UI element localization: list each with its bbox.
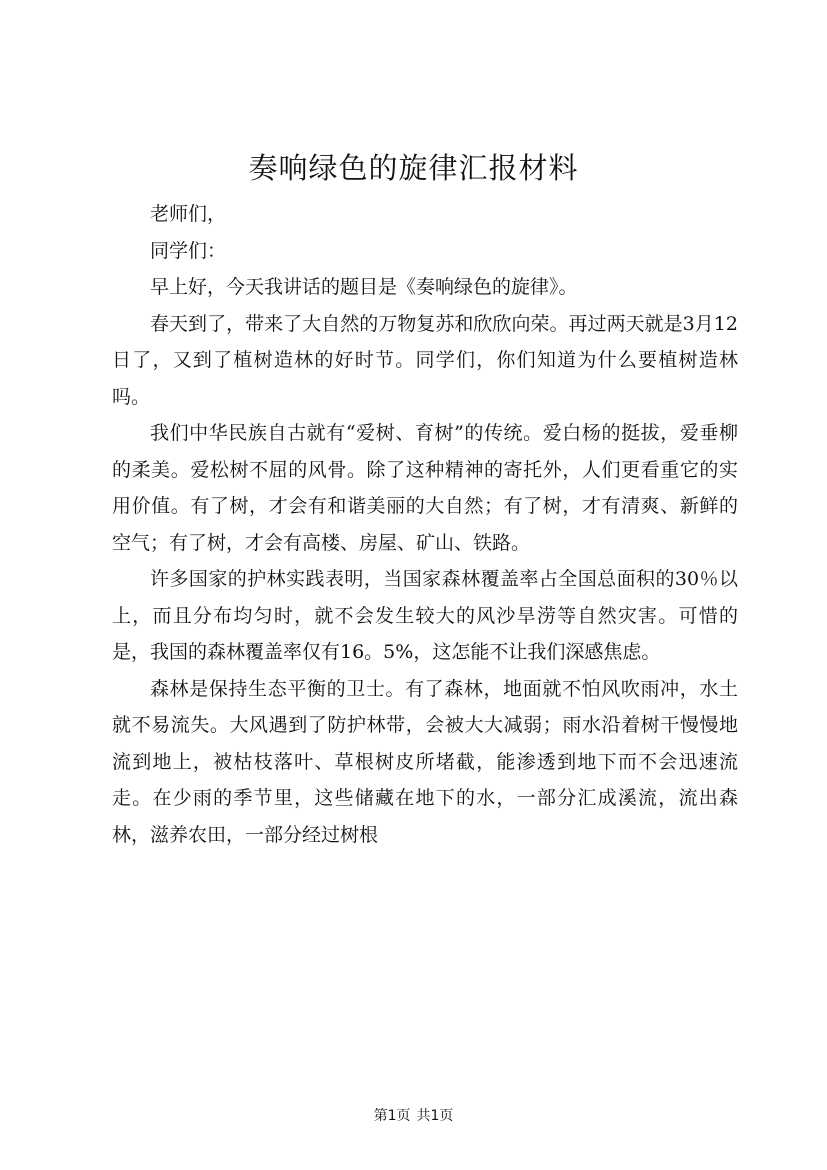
- body-paragraph: 我们中华民族自古就有“爱树、育树”的传统。爱白杨的挺拔，爱垂柳的柔美。爱松树不屈的风骨。除了这种精神的寄托外，人们更看重它的实用价值。有了树，才会有和谐美丽的大自然；有了树，才有清爽、新鲜的空气；有了树，才会有高楼、房屋、矿山、铁路。: [112, 422, 738, 554]
- page-total: 共1页: [416, 1108, 454, 1124]
- document-title: 奏响绿色的旋律汇报材料: [248, 151, 579, 185]
- salutation-students: 同学们：: [150, 239, 227, 262]
- page-footer: [0, 1106, 827, 1126]
- greeting-paragraph: 早上好，今天我讲话的题目是《奏响绿色的旋律》。: [150, 276, 578, 298]
- body-paragraph: 许多国家的护林实践表明，当国家森林覆盖率占全国总面积的30％以上，而且分布均匀时，就不会发生较大的风沙旱涝等自然灾害。可惜的是，我国的森林覆盖率仅有16。5%，这怎能不让我们深感焦虑。: [112, 568, 738, 663]
- body-paragraph: 森林是保持生态平衡的卫士。有了森林，地面就不怕风吹雨冲，水土就不易流失。大风遇到了防护林带，会被大大减弱；雨水沿着树干慢慢地流到地上，被枯枝落叶、草根树皮所堵截，能渗透到地下而不会迅速流走。在少雨的季节里，这些储藏在地下的水，一部分汇成溪流，流出森林，滋养农田，一部分经过树根: [112, 677, 738, 846]
- salutation-teachers: 老师们，: [150, 203, 227, 225]
- body-paragraph: 春天到了，带来了大自然的万物复苏和欣欣向荣。再过两天就是3月12日了，又到了植树造林的好时节。同学们，你们知道为什么要植树造林吗。: [112, 312, 738, 408]
- page-number: 第1页: [373, 1108, 411, 1124]
- document-body: [112, 196, 738, 853]
